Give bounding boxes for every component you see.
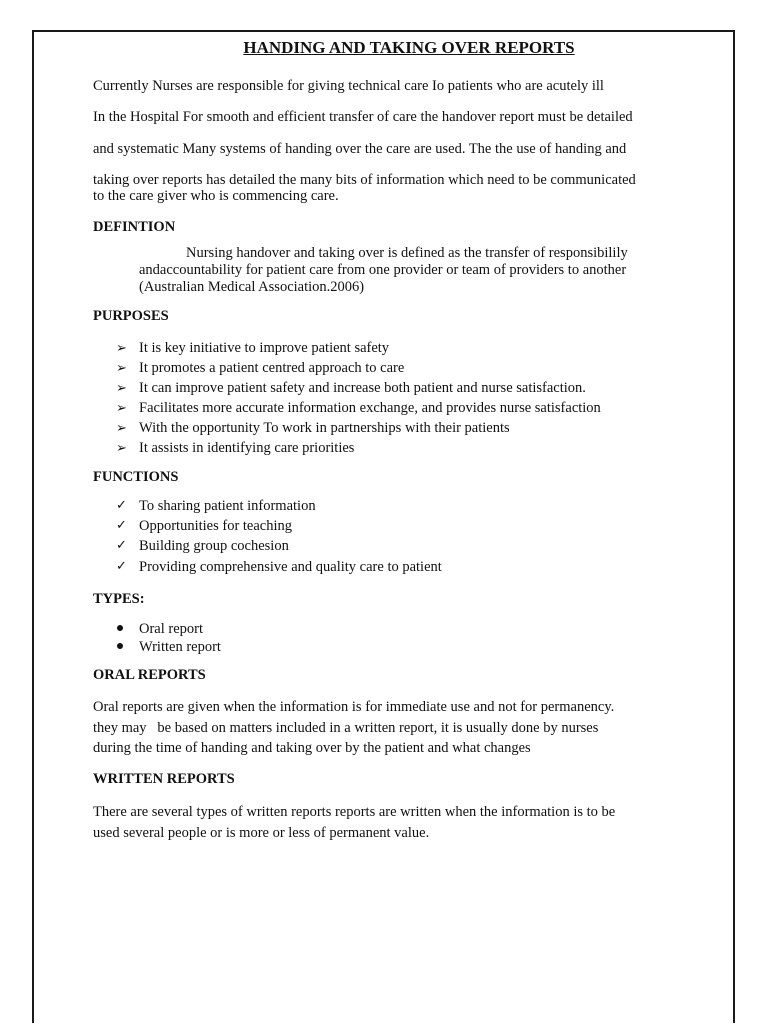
document-title: HANDING AND TAKING OVER REPORTS bbox=[243, 38, 575, 57]
checkmark-icon: ✓ bbox=[116, 517, 127, 532]
purpose-item: It promotes a patient centred approach to care bbox=[139, 360, 405, 376]
function-item: Providing comprehensive and quality care to patient bbox=[139, 559, 442, 575]
type-item: Written report bbox=[139, 639, 221, 655]
definition-line: andaccountability for patient care from one provider or team of providers to another bbox=[139, 262, 627, 278]
types-heading: TYPES: bbox=[93, 591, 145, 607]
arrow-bullet-icon: ➢ bbox=[116, 380, 127, 395]
written-reports-line: used several people or is more or less of permanent value. bbox=[93, 825, 430, 841]
written-reports-line: There are several types of written reports reports are written when the information is to be bbox=[93, 804, 616, 820]
intro-line: In the Hospital For smooth and efficient transfer of care the handover report must be detailed bbox=[93, 109, 633, 125]
checkmark-icon: ✓ bbox=[116, 497, 127, 512]
definition-line: Nursing handover and taking over is defined as the transfer of responsibilily bbox=[186, 245, 628, 261]
intro-line: and systematic Many systems of handing over the care are used. The the use of handing and bbox=[93, 141, 627, 157]
purposes-heading: PURPOSES bbox=[93, 308, 169, 324]
intro-line: Currently Nurses are responsible for giving technical care Io patients who are acutely ill bbox=[93, 78, 604, 94]
intro-line: taking over reports has detailed the many bits of information which need to be communicated bbox=[93, 172, 636, 188]
type-item: Oral report bbox=[139, 621, 204, 637]
dot-bullet-icon bbox=[117, 625, 123, 631]
dot-bullet-icon bbox=[117, 643, 123, 649]
intro-line: to the care giver who is commencing care. bbox=[93, 188, 339, 204]
definition-citation: (Australian Medical Association.2006) bbox=[139, 279, 365, 295]
definition-heading: DEFINTION bbox=[93, 219, 176, 235]
checkmark-icon: ✓ bbox=[116, 558, 127, 573]
function-item: Opportunities for teaching bbox=[139, 518, 293, 534]
oral-reports-heading: ORAL REPORTS bbox=[93, 667, 206, 683]
purpose-item: It assists in identifying care priorities bbox=[139, 440, 355, 456]
functions-heading: FUNCTIONS bbox=[93, 469, 179, 485]
arrow-bullet-icon: ➢ bbox=[116, 420, 127, 435]
oral-reports-line: during the time of handing and taking over by the patient and what changes bbox=[93, 740, 531, 756]
arrow-bullet-icon: ➢ bbox=[116, 360, 127, 375]
function-item: Building group cochesion bbox=[139, 538, 289, 554]
purpose-item: It is key initiative to improve patient safety bbox=[139, 340, 390, 356]
arrow-bullet-icon: ➢ bbox=[116, 340, 127, 355]
purpose-item: With the opportunity To work in partnerships with their patients bbox=[139, 420, 510, 436]
arrow-bullet-icon: ➢ bbox=[116, 400, 127, 415]
oral-reports-line: Oral reports are given when the information is for immediate use and not for permanency. bbox=[93, 699, 615, 715]
purpose-item: Facilitates more accurate information exchange, and provides nurse satisfaction bbox=[139, 400, 601, 416]
checkmark-icon: ✓ bbox=[116, 537, 127, 552]
purpose-item: It can improve patient safety and increase both patient and nurse satisfaction. bbox=[139, 380, 586, 396]
written-reports-heading: WRITTEN REPORTS bbox=[93, 771, 235, 787]
function-item: To sharing patient information bbox=[139, 498, 316, 514]
oral-reports-line: they may be based on matters included in a written report, it is usually done by nurses bbox=[93, 720, 599, 736]
arrow-bullet-icon: ➢ bbox=[116, 440, 127, 455]
